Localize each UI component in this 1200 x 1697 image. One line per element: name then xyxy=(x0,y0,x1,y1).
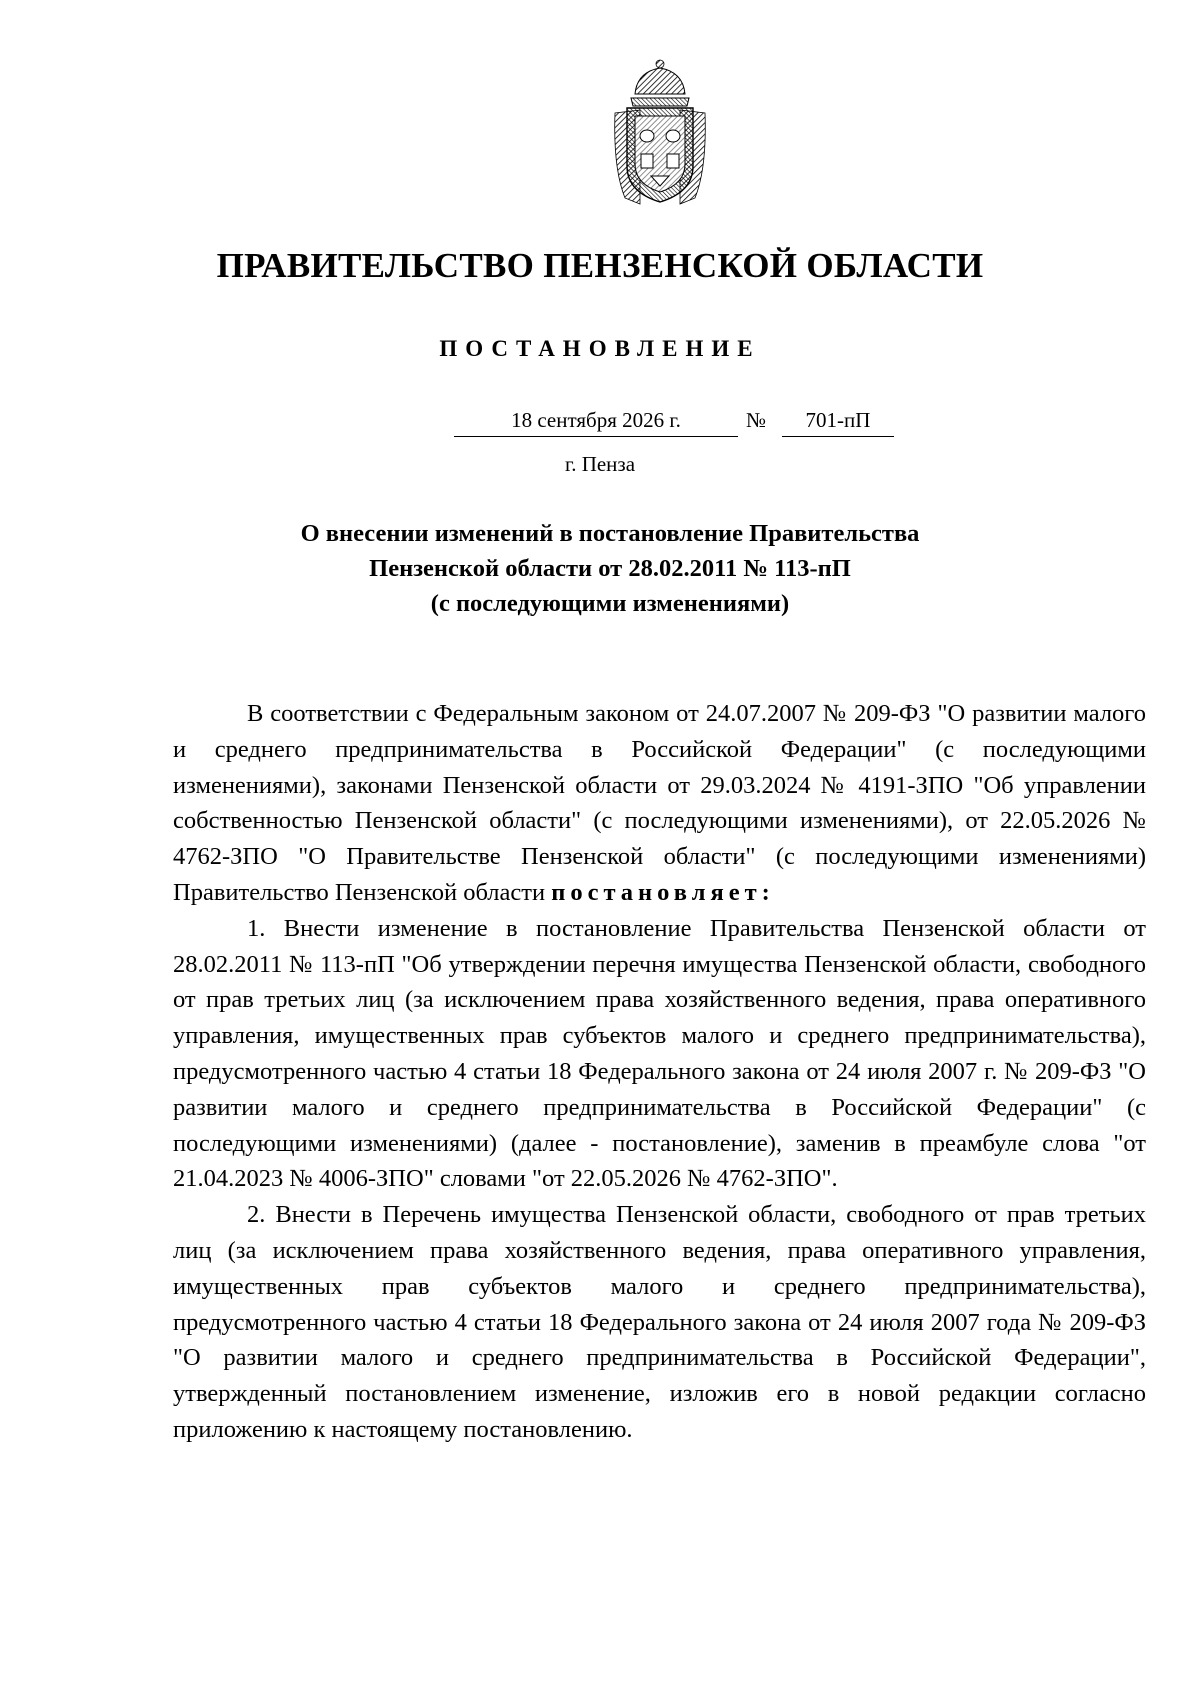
document-body xyxy=(173,696,1146,1448)
document-type: ПОСТАНОВЛЕНИЕ xyxy=(439,336,761,361)
number-sign: № xyxy=(746,408,767,432)
document-subject xyxy=(230,516,990,621)
date-underline xyxy=(454,436,738,437)
item-1-paragraph: 1. Внести изменение в постановление Правительства Пензенской области от 28.02.2011 № 113-пП "Об утверждении перечня имущества Пензенской области, свободного от прав третьих лиц (за исключением права хозяйственного ведения, права оперативного управления, имущественных прав субъектов малого и среднего предпринимательства), предусмотренного частью 4 статьи 18 Федерального закона от 24 июля 2007 г. № 209-ФЗ "О развитии малого и среднего предпринимательства в Российской Федерации" (с последующими изменениями) (далее - постановление), заменив в преамбуле слова "от 21.04.2023 № 4006-ЗПО" словами "от 22.05.2026 № 4762-ЗПО". xyxy=(173,914,1146,1193)
item-2-paragraph: 2. Внести в Перечень имущества Пензенской области, свободного от прав третьих лиц (за исключением права хозяйственного ведения, права оперативного управления, имущественных прав субъектов малого и среднего предпринимательства), предусмотренного частью 4 статьи 18 Федерального закона от 24 июля 2007 года № 209-ФЗ "О развитии малого и среднего предпринимательства в Российской Федерации", утвержденный постановлением изменение, изложив его в новой редакции согласно приложению к настоящему постановлению. xyxy=(173,1201,1146,1443)
preamble-text: В соответствии с Федеральным законом от 24.07.2007 № 209-ФЗ "О развитии малого и среднего предпринимательства в Российской Федерации" (с последующими изменениями), законами Пензенской области от 29.03.2024 № 4191-ЗПО "Об управлении собственностью Пензенской области" (с последующими изменениями), от 22.05.2026 № 4762-ЗПО "О Правительстве Пензенской области" (с последующими изменениями) Правительство Пензенской области xyxy=(173,700,1146,906)
preamble-paragraph xyxy=(173,696,1146,911)
resolves-word: постановляет: xyxy=(551,878,775,906)
subject-line-1: О внесении изменений в постановление Правительства xyxy=(300,520,920,547)
organization-title: ПРАВИТЕЛЬСТВО ПЕНЗЕНСКОЙ ОБЛАСТИ xyxy=(216,246,984,285)
document-date: 18 сентября 2026 г. xyxy=(511,408,681,432)
coat-of-arms-icon xyxy=(605,58,715,208)
date-number-line xyxy=(0,408,1200,436)
subject-line-3: (с последующими изменениями) xyxy=(430,590,790,617)
number-underline xyxy=(782,436,894,437)
city: г. Пенза xyxy=(564,452,636,476)
document-number: 701-пП xyxy=(805,408,871,432)
subject-line-2: Пензенской области от 28.02.2011 № 113-пП xyxy=(369,555,851,582)
